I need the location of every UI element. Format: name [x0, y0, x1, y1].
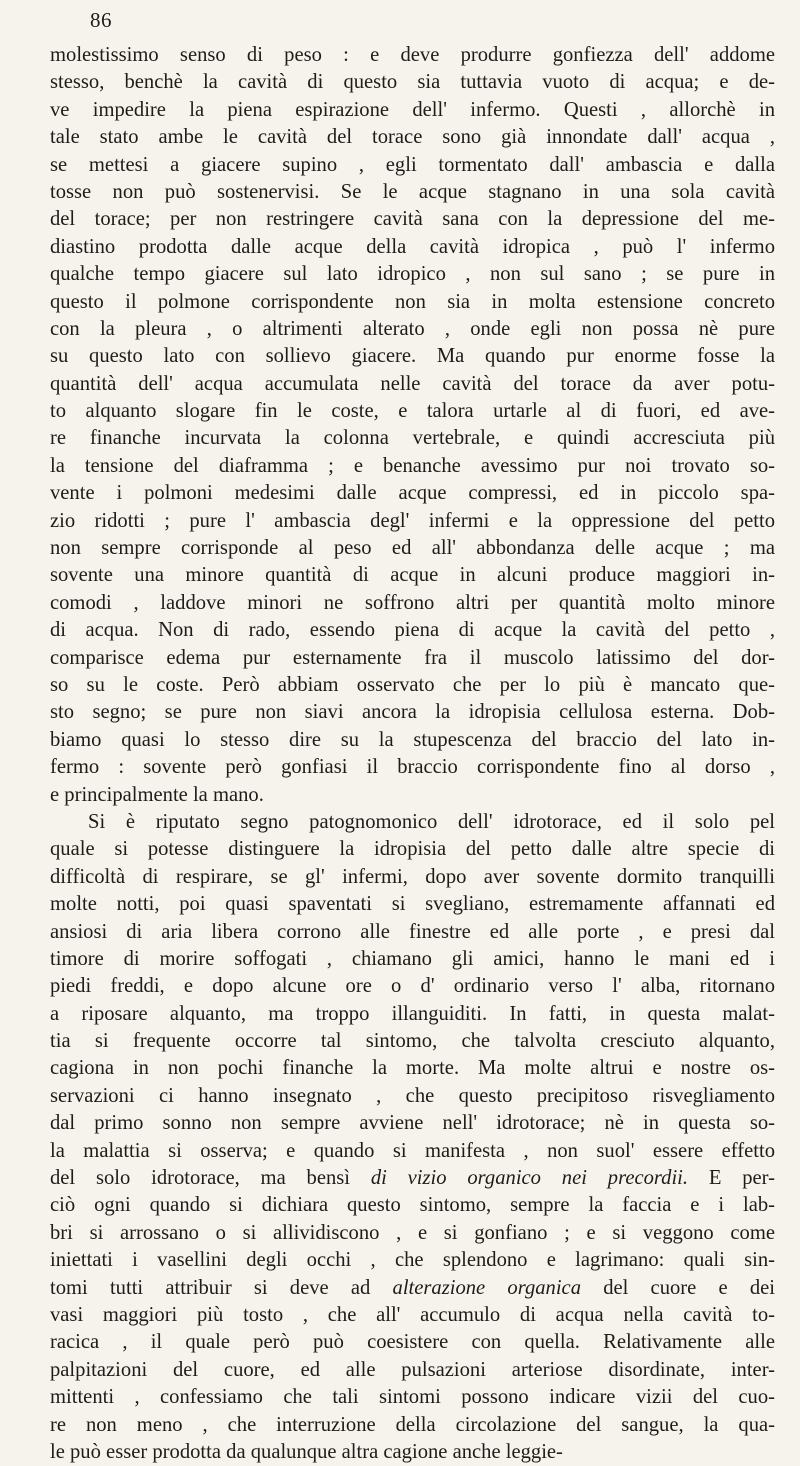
text-line: so su le coste. Però abbiam osservato che per lo più è mancato que-	[50, 673, 775, 696]
text-line: molte notti, poi quasi spaventati si svegliano, estremamente affannati ed	[50, 893, 775, 916]
text-line: quale si potesse distinguere la idropisia del petto dalle altre specie di	[50, 838, 775, 861]
text-line: palpitazioni del cuore, ed alle pulsazioni arteriose disordinate, inter-	[50, 1358, 775, 1381]
text-line: piedi freddi, e dopo alcune ore o d' ordinario verso l' alba, ritornano	[50, 975, 775, 998]
text-line: molestissimo senso di peso : e deve produrre gonfiezza dell' addome	[50, 44, 775, 66]
text-line: tomi tutti attribuir si deve ad alterazione organica del cuore e dei	[50, 1276, 775, 1299]
paragraph	[50, 42, 775, 809]
page-number: 86	[90, 8, 112, 32]
body-text	[50, 42, 775, 1466]
text-line: non sempre corrisponde al peso ed all' abbondanza delle acque ; ma	[50, 537, 775, 560]
text-line: le può esser prodotta da qualunque altra cagione anche leggie-	[50, 1440, 563, 1463]
text-line: comodi , laddove minori ne soffrono altri per quantità molto minore	[50, 591, 775, 614]
text-line: timore di morire soffogati , chiamano gli amici, hanno le mani ed i	[50, 947, 775, 970]
text-line: del torace; per non restringere cavità sana con la depressione del me-	[50, 208, 775, 231]
text-line: stesso, benchè la cavità di questo sia tuttavia vuoto di acqua; e de-	[50, 71, 775, 94]
text-line: cagiona in non pochi finanche la morte. Ma molte altrui e nostre os-	[50, 1057, 775, 1080]
text-line: dal primo sonno non sempre avviene nell' idrotorace; nè in questa so-	[50, 1112, 775, 1135]
text-line: quantità dell' acqua accumulata nelle cavità del torace da aver potu-	[50, 372, 775, 395]
text-line: difficoltà di respirare, se gl' infermi, dopo aver sovente dormito tranquilli	[50, 865, 775, 888]
text-line: la malattia si osserva; e quando si manifesta , non suol' essere effetto	[50, 1139, 775, 1162]
text-line: su questo lato con sollievo giacere. Ma quando pur enorme fosse la	[50, 345, 775, 368]
paragraph	[50, 809, 775, 1466]
text-line: la tensione del diaframma ; e benanche avessimo pur noi trovato so-	[50, 454, 775, 477]
text-line: tosse non può sostenervisi. Se le acque stagnano in una sola cavità	[50, 180, 775, 203]
text-line: questo il polmone corrispondente non sia in molta estensione concreto	[50, 290, 775, 313]
text-line: sto segno; se pure non siavi ancora la idropisia cellulosa esterna. Dob-	[50, 701, 775, 724]
text-line: vente i polmoni medesimi dalle acque compressi, ed in piccolo spa-	[50, 482, 775, 505]
text-line: sovente una minore quantità di acque in alcuni produce maggiori in-	[50, 564, 775, 587]
text-line: ciò ogni quando si dichiara questo sintomo, sempre la faccia e i lab-	[50, 1194, 775, 1217]
text-line: diastino prodotta dalle acque della cavità idropica , può l' infermo	[50, 235, 775, 258]
text-line: ve impedire la piena espirazione dell' infermo. Questi , allorchè in	[50, 98, 775, 121]
text-line: racica , il quale però può coesistere con quella. Relativamente alle	[50, 1331, 775, 1354]
text-line: del solo idrotorace, ma bensì di vizio organico nei precordii. E per-	[50, 1167, 775, 1190]
text-line: zio ridotti ; pure l' ambascia degl' infermi e la oppressione del petto	[50, 509, 775, 532]
text-line: e principalmente la mano.	[50, 783, 264, 806]
text-line: con la pleura , o altrimenti alterato , onde egli non possa nè pure	[50, 317, 775, 340]
text-line: comparisce edema pur esternamente fra il muscolo latissimo del dor-	[50, 646, 775, 669]
text-line: di acqua. Non di rado, essendo piena di acque la cavità del petto ,	[50, 619, 775, 642]
text-line: re finanche incurvata la colonna vertebrale, e quindi accresciuta più	[50, 427, 775, 450]
text-line: re non meno , che interruzione della circolazione del sangue, la qua-	[50, 1413, 775, 1436]
text-line: tia si frequente occorre tal sintomo, che talvolta cresciuto alquanto,	[50, 1030, 775, 1053]
text-line: iniettati i vasellini degli occhi , che splendono e lagrimano: quali sin-	[50, 1249, 775, 1272]
text-line: a riposare alquanto, ma troppo illanguiditi. In fatti, in questa malat-	[50, 1002, 775, 1025]
text-line: qualche tempo giacere sul lato idropico , non sul sano ; se pure in	[50, 263, 775, 286]
text-line: servazioni ci hanno insegnato , che questo precipitoso risvegliamento	[50, 1084, 775, 1107]
text-line: mittenti , confessiamo che tali sintomi possono indicare vizii del cuo-	[50, 1386, 775, 1409]
text-line: ansiosi di aria libera corrono alle finestre ed alle porte , e presi dal	[50, 920, 775, 943]
text-line: to alquanto slogare fin le coste, e talora urtarle al di fuori, ed ave-	[50, 400, 775, 423]
text-line: fermo : sovente però gonfiasi il braccio corrispondente fino al dorso ,	[50, 756, 775, 779]
text-line: biamo quasi lo stesso dire su la stupescenza del braccio del lato in-	[50, 728, 775, 751]
text-line: tale stato ambe le cavità del torace sono già innondate dall' acqua ,	[50, 126, 775, 149]
text-line: Si è riputato segno patognomonico dell' idrotorace, ed il solo pel	[88, 810, 775, 833]
text-line: vasi maggiori più tosto , che all' accumulo di acqua nella cavità to-	[50, 1303, 775, 1326]
text-line: se mettesi a giacere supino , egli tormentato dall' ambascia e dalla	[50, 153, 775, 176]
text-line: bri si arrossano o si allividiscono , e si gonfiano ; e si veggono come	[50, 1221, 775, 1244]
